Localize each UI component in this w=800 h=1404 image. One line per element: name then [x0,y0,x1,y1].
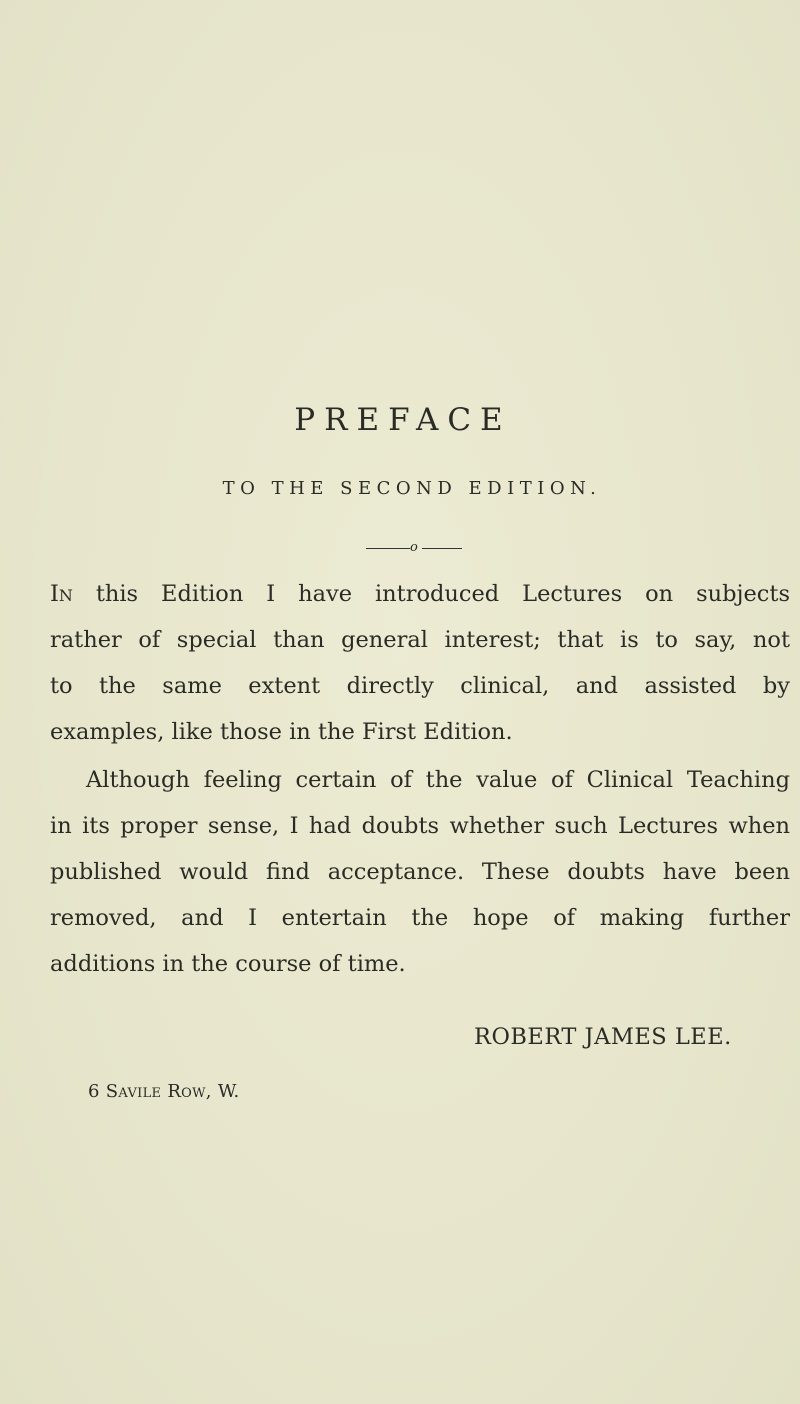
divider-mark: o [410,540,418,555]
address-text: 6 Savile Row, W. [88,1081,240,1102]
author-address [88,1081,240,1102]
paragraph-line: additions in the course of time. [50,951,406,977]
paragraph-2 [50,757,790,987]
paragraph-line: Although feeling certain of the value of Clinical Teaching [86,767,790,793]
paragraph-line: rather of special than general interest; that is to say, not [50,627,790,653]
paragraph-line: to the same extent directly clinical, and assisted by [50,673,790,699]
paragraph-line: examples, like those in the First Edition. [50,719,513,745]
ornamental-divider [366,538,472,558]
paragraph-line: published would find acceptance. These doubts have been [50,859,790,885]
preface-title: PREFACE [294,402,512,438]
paragraph-1 [50,571,790,755]
paragraph-line-text: this Edition I have introduced Lectures on subjects [72,581,790,607]
divider-rule-right [422,548,462,549]
paragraph-line [50,571,790,617]
paragraph-line: in its proper sense, I had doubts whether such Lectures when [50,813,790,839]
author-signature: ROBERT JAMES LEE. [474,1024,732,1050]
divider-rule-left [366,548,410,549]
paragraph-line: removed, and I entertain the hope of making further [50,905,790,931]
preface-subtitle: TO THE SECOND EDITION. [222,478,602,499]
lead-word: In [50,581,73,607]
